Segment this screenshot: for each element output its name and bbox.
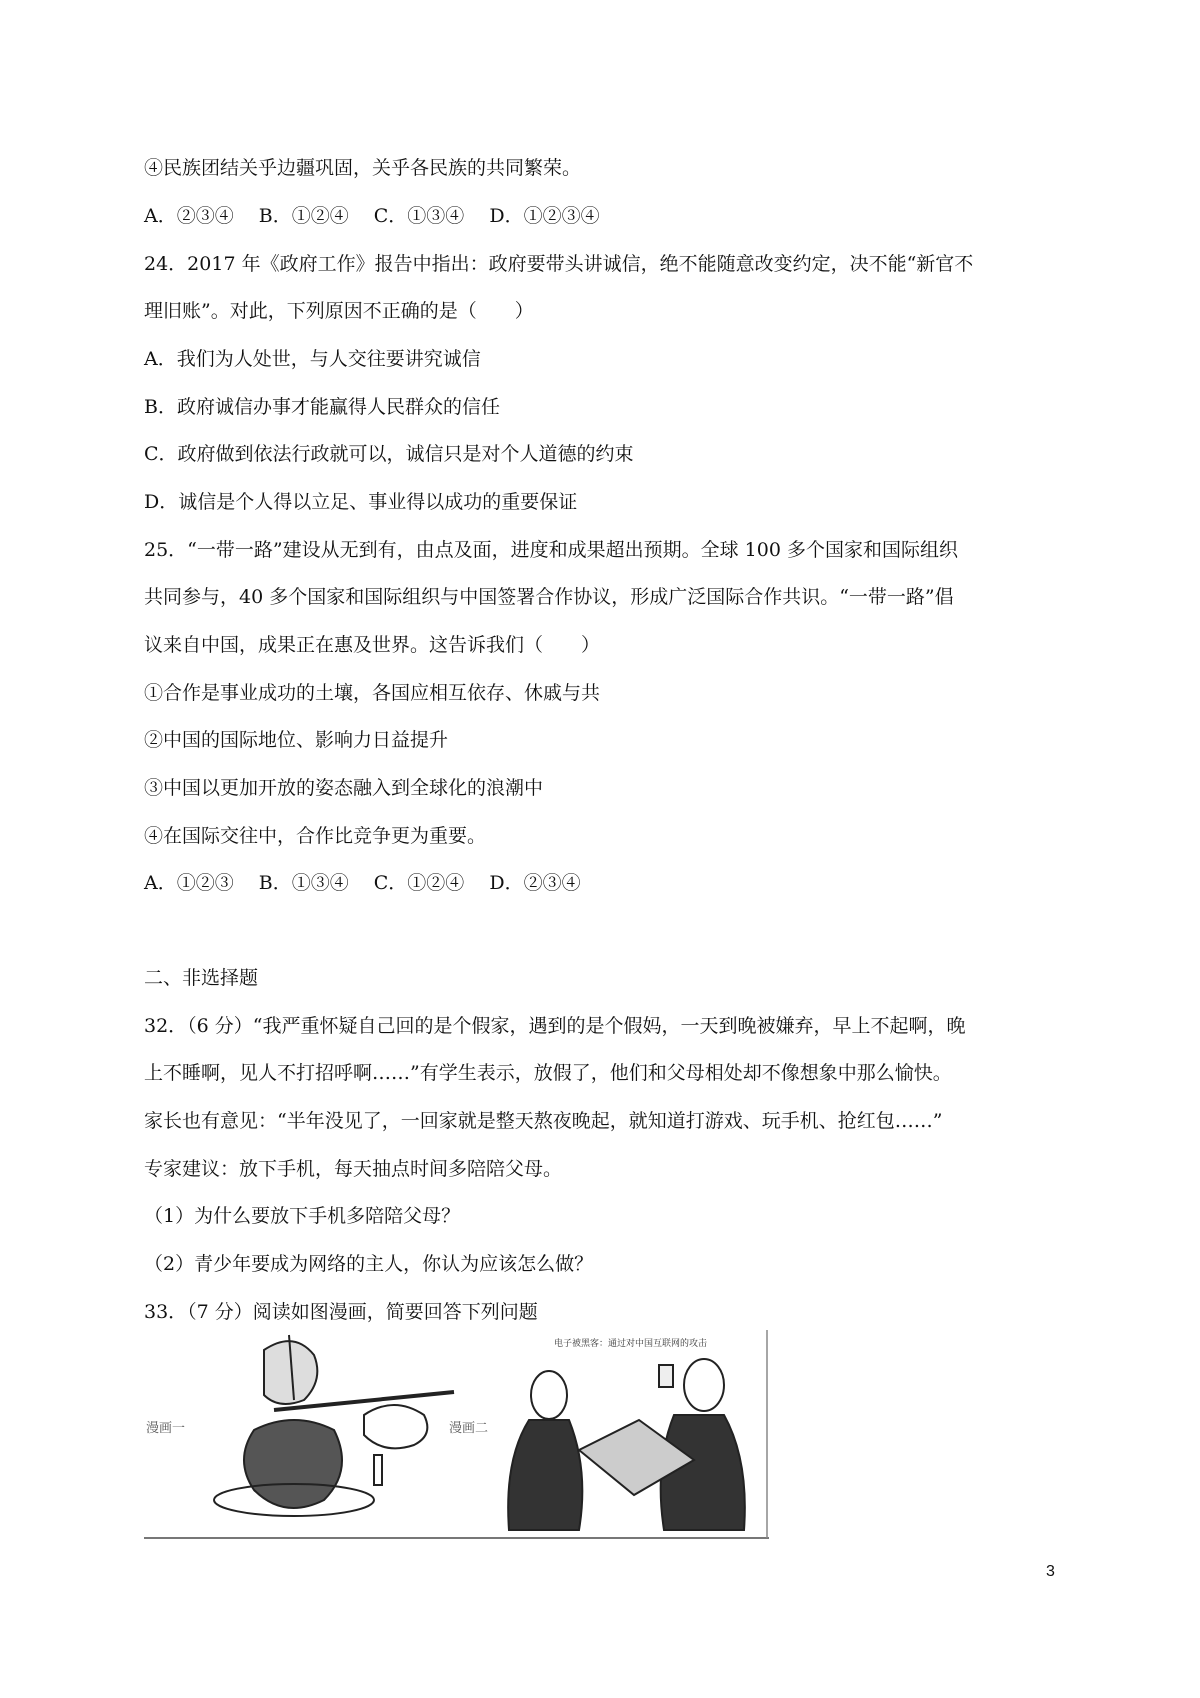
cartoon-one-label: 漫画一 xyxy=(146,1420,186,1435)
cartoon-two-caption: 电子被黑客：通过对中国互联网的攻击 xyxy=(554,1338,708,1348)
line-18: 32．（6 分）“我严重怀疑自己回的是个假家，遇到的是个假妈，一天到晚被嫌弃，早上不起啊，晚 xyxy=(144,1015,966,1037)
line-16: A．①②③ B．①③④ C．①②④ D．②③④ xyxy=(144,872,581,894)
line-11: 议来自中国，成果正在惠及世界。这告诉我们（ ） xyxy=(144,634,601,656)
cartoon-one xyxy=(146,1335,454,1516)
page-number: 3 xyxy=(1046,1563,1055,1580)
line-3: 24．2017 年《政府工作》报告中指出：政府要带头讲诚信，绝不能随意改变约定，决不能“新官不 xyxy=(144,253,974,275)
cartoon-two xyxy=(449,1337,745,1530)
line-24: 33．（7 分）阅读如图漫画，简要回答下列问题 xyxy=(144,1301,538,1323)
line-12: ①合作是事业成功的土壤，各国应相互依存、休戚与共 xyxy=(144,682,601,704)
line-14: ③中国以更加开放的姿态融入到全球化的浪潮中 xyxy=(144,777,544,799)
section-heading: 二、非选择题 xyxy=(144,967,259,989)
line-8: D．诚信是个人得以立足、事业得以成功的重要保证 xyxy=(144,491,578,513)
line-1: ④民族团结关乎边疆巩固，关乎各民族的共同繁荣。 xyxy=(144,157,582,179)
line-6: B．政府诚信办事才能赢得人民群众的信任 xyxy=(144,396,500,418)
line-22: （1）为什么要放下手机多陪陪父母？ xyxy=(144,1205,461,1227)
cartoon-two-label: 漫画二 xyxy=(449,1420,489,1435)
line-13: ②中国的国际地位、影响力日益提升 xyxy=(144,729,449,751)
line-4: 理旧账”。对此，下列原因不正确的是（ ） xyxy=(144,300,534,322)
line-7: C．政府做到依法行政就可以，诚信只是对个人道德的约束 xyxy=(144,443,634,465)
line-9: 25．“一带一路”建设从无到有，由点及面，进度和成果超出预期。全球 100 多个国家和国际组织 xyxy=(144,539,958,561)
line-15: ④在国际交往中，合作比竞争更为重要。 xyxy=(144,825,487,847)
line-23: （2）青少年要成为网络的主人，你认为应该怎么做？ xyxy=(144,1253,594,1275)
line-19: 上不睡啊，见人不打招呼啊……”有学生表示，放假了，他们和父母相处却不像想象中那么愉快。 xyxy=(144,1062,952,1084)
line-20: 家长也有意见：“半年没见了，一回家就是整天熬夜晚起，就知道打游戏、玩手机、抢红包……” xyxy=(144,1110,943,1132)
line-2: A．②③④ B．①②④ C．①③④ D．①②③④ xyxy=(144,205,600,227)
line-21: 专家建议：放下手机，每天抽点时间多陪陪父母。 xyxy=(144,1158,563,1180)
line-10: 共同参与，40 多个国家和国际组织与中国签署合作协议，形成广泛国际合作共识。“一带一路”倡 xyxy=(144,586,954,608)
cartoon-figure xyxy=(144,1330,769,1540)
line-5: A．我们为人处世，与人交往要讲究诚信 xyxy=(144,348,481,370)
